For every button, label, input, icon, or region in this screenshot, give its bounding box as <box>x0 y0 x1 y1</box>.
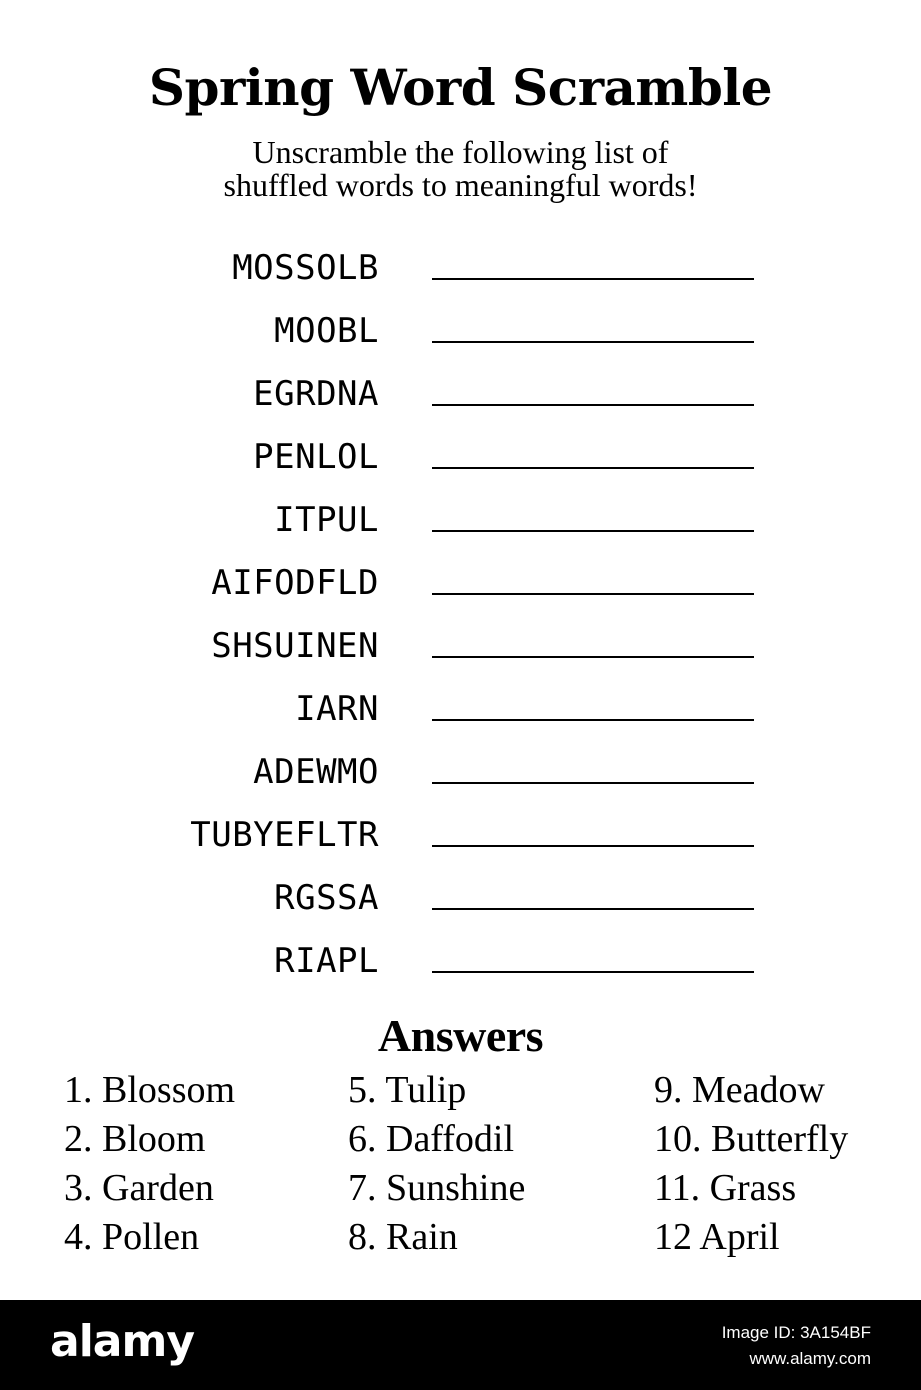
answer-item: 4. Pollen <box>64 1216 200 1258</box>
answer-blank-line[interactable] <box>432 782 754 784</box>
answers-column-1 <box>64 1066 235 1262</box>
word-row <box>0 240 921 303</box>
answer-blank-line[interactable] <box>432 719 754 721</box>
answer-item: 6. Daffodil <box>348 1118 515 1160</box>
scrambled-word: MOSSOLB <box>232 248 379 288</box>
footer-url: www.alamy.com <box>749 1349 871 1368</box>
instructions <box>0 136 921 202</box>
answer-blank-line[interactable] <box>432 845 754 847</box>
answer-item: 1. Blossom <box>64 1069 236 1111</box>
answer-item: 5. Tulip <box>348 1069 467 1111</box>
scrambled-word: TUBYEFLTR <box>190 815 379 855</box>
answers-column-3 <box>654 1066 848 1262</box>
answer-item: 12 April <box>654 1216 780 1258</box>
scrambled-word: PENLOL <box>253 437 379 477</box>
scrambled-word: ADEWMO <box>253 752 379 792</box>
answer-item: 2. Bloom <box>64 1118 206 1160</box>
word-row <box>0 303 921 366</box>
answer-blank-line[interactable] <box>432 971 754 973</box>
scrambled-word: MOOBL <box>274 311 379 351</box>
instructions-line-2: shuffled words to meaningful words! <box>223 167 698 203</box>
answer-blank-line[interactable] <box>432 530 754 532</box>
answer-blank-line[interactable] <box>432 278 754 280</box>
word-row <box>0 744 921 807</box>
answer-blank-line[interactable] <box>432 656 754 658</box>
word-row <box>0 681 921 744</box>
word-row <box>0 870 921 933</box>
scrambled-word: AIFODFLD <box>211 563 379 603</box>
answer-item: 11. Grass <box>654 1167 797 1209</box>
answer-blank-line[interactable] <box>432 467 754 469</box>
answer-blank-line[interactable] <box>432 341 754 343</box>
answer-item: 9. Meadow <box>654 1069 825 1111</box>
answer-blank-line[interactable] <box>432 593 754 595</box>
answer-item: 8. Rain <box>348 1216 458 1258</box>
word-row <box>0 366 921 429</box>
answer-blank-line[interactable] <box>432 404 754 406</box>
word-row <box>0 807 921 870</box>
scrambled-word: EGRDNA <box>253 374 379 414</box>
page-title: Spring Word Scramble <box>148 58 773 117</box>
scrambled-word: RGSSA <box>274 878 379 918</box>
instructions-line-1: Unscramble the following list of <box>252 134 669 170</box>
answer-item: 3. Garden <box>64 1167 214 1209</box>
answer-item: 10. Butterfly <box>654 1118 849 1160</box>
answers-heading: Answers <box>377 1010 544 1061</box>
word-row <box>0 555 921 618</box>
answer-blank-line[interactable] <box>432 908 754 910</box>
word-row <box>0 618 921 681</box>
word-row <box>0 933 921 996</box>
alamy-logo: alamy <box>50 1316 194 1367</box>
word-row <box>0 429 921 492</box>
scrambled-word: RIAPL <box>274 941 379 981</box>
answers-column-2 <box>348 1066 525 1262</box>
watermark-footer <box>0 1300 921 1390</box>
scrambled-word: ITPUL <box>274 500 379 540</box>
scrambled-word: IARN <box>295 689 379 729</box>
word-row <box>0 492 921 555</box>
answer-item: 7. Sunshine <box>348 1167 526 1209</box>
scrambled-word: SHSUINEN <box>211 626 379 666</box>
image-id-label: Image ID: 3A154BF <box>721 1323 871 1342</box>
